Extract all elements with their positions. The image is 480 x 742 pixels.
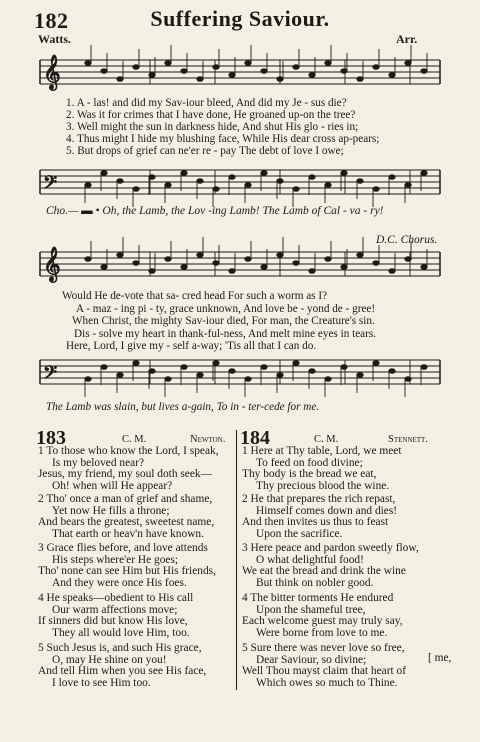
stanza-line: Tho' none can see Him but His friends, — [38, 565, 216, 577]
note-head — [117, 77, 123, 82]
stanza-line: I love to see Him too. — [52, 676, 151, 689]
staff-system-1 — [40, 60, 440, 84]
treble-clef-icon: 𝄞 — [43, 55, 61, 90]
stanza-line: His steps where'er He goes; — [52, 553, 179, 566]
note-head — [389, 369, 395, 374]
note-head — [101, 69, 107, 74]
author-right: Arr. — [396, 32, 418, 46]
note-head — [373, 65, 379, 70]
verse-line: Dis - solve my heart in thank-ful-ness, And melt mine eyes in tears. — [74, 327, 376, 340]
stanza-line: Which owes so much to Thine. — [256, 676, 398, 689]
note-head — [213, 361, 219, 366]
stanza-line: Our warm affections move; — [52, 603, 178, 616]
treble-clef-icon: 𝄞 — [43, 247, 61, 282]
note-head — [181, 365, 187, 370]
note-head — [421, 69, 427, 74]
hymn-title: Suffering Saviour. — [150, 6, 330, 31]
note-head — [101, 265, 107, 270]
hymn-number: 182 — [34, 8, 69, 33]
hymn-184-author: Stennett. — [388, 434, 428, 445]
note-head — [421, 171, 427, 176]
note-head — [325, 61, 331, 66]
note-head — [341, 265, 347, 270]
verse-line: When Christ, the mighty Sav-iour died, For man, the Creature's sin. — [72, 315, 375, 327]
note-head — [261, 69, 267, 74]
note-head — [213, 261, 219, 266]
bass-clef-icon: 𝄢 — [43, 173, 58, 198]
stanza-line: Upon the shameful tree, — [256, 603, 366, 616]
note-head — [389, 73, 395, 78]
note-head — [309, 73, 315, 78]
note-head — [293, 65, 299, 70]
stanza-line: O what delightful food! — [256, 553, 364, 566]
bass-clef-icon: 𝄢 — [43, 363, 58, 388]
note-head — [165, 61, 171, 66]
stanza-line: They all would love Him, too. — [52, 626, 190, 639]
note-head — [325, 377, 331, 382]
note-head — [229, 73, 235, 78]
stanza-line: 4 He speaks—obedient to His call — [38, 592, 194, 604]
staff-system-2 — [40, 170, 440, 194]
note-head — [325, 183, 331, 188]
hymn-183-author: Newton. — [190, 434, 226, 445]
note-head — [101, 171, 107, 176]
note-head — [229, 175, 235, 180]
stanza-line: 5 Such Jesus is, and such His grace, — [38, 642, 202, 654]
stanza-line: And they were once His foes. — [52, 576, 187, 589]
note-head — [133, 361, 139, 366]
verse-line: 1. A - las! and did my Sav-iour bleed, And did my Je - sus die? — [66, 97, 347, 109]
note-head — [293, 261, 299, 266]
stanza-line: And bears the greatest, sweetest name, — [38, 516, 215, 528]
stanza-line: But think on nobler good. — [256, 576, 374, 589]
bottom-lyric: The Lamb was slain, but lives a-gain, To in - ter-cede for me. — [46, 401, 320, 413]
note-head — [213, 65, 219, 70]
stanza-line: To feed on food divine; — [256, 456, 363, 469]
note-head — [309, 269, 315, 274]
stanza-line: Were borne from love to me. — [256, 626, 388, 639]
verse-line: Would He de-vote that sa- cred head For such a worm as I? — [62, 290, 328, 302]
stanza-line: Well Thou mayst claim that heart of — [242, 665, 406, 677]
stanza-line: 3 Here peace and pardon sweetly flow, — [242, 542, 419, 554]
hymn-183-meter: C. M. — [122, 434, 147, 445]
stanza-line: 2 Tho' once a man of grief and shame, — [38, 493, 213, 505]
stanza-line: And tell Him when you see His face, — [38, 665, 207, 677]
verse-line: A - maz - ing pi - ty, grace unknown, And love be - yond de - gree! — [76, 302, 376, 315]
note-head — [197, 77, 203, 82]
note-head — [325, 257, 331, 262]
note-head — [293, 361, 299, 366]
note-head — [245, 61, 251, 66]
note-head — [421, 265, 427, 270]
note-head — [197, 179, 203, 184]
note-head — [197, 373, 203, 378]
note-head — [133, 65, 139, 70]
note-head — [85, 377, 91, 382]
note-head — [309, 369, 315, 374]
stanza-line: If sinners did but know His love, — [38, 615, 188, 627]
stanza-line: 1 Here at Thy table, Lord, we meet — [242, 445, 402, 457]
note-head — [341, 69, 347, 74]
note-head — [133, 261, 139, 266]
note-head — [261, 171, 267, 176]
hymn-184-meter: C. M. — [314, 434, 339, 445]
stanza-line: Thy precious blood the wine. — [256, 479, 390, 492]
note-head — [245, 377, 251, 382]
note-head — [309, 175, 315, 180]
note-head — [213, 187, 219, 192]
note-head — [357, 179, 363, 184]
stanza-line: O, may He shine on you! — [52, 653, 167, 666]
stanza-line: 2 He that prepares the rich repast, — [242, 493, 396, 505]
note-head — [181, 69, 187, 74]
note-head — [357, 77, 363, 82]
staff-system-3 — [40, 252, 440, 276]
note-head — [85, 257, 91, 262]
hymn-184-overflow: [ me, — [428, 652, 452, 664]
stanza-line: That earth or heav'n have known. — [52, 527, 204, 540]
note-head — [261, 365, 267, 370]
verse-line: 4. Thus might I hide my blushing face, While His dear cross ap-pears; — [66, 133, 380, 145]
verse-line: 3. Well might the sun in darkness hide, And shut His glo - ries in; — [66, 121, 359, 133]
note-head — [181, 265, 187, 270]
note-head — [293, 187, 299, 192]
stanza-line: Yet now He fills a throne; — [52, 504, 170, 517]
note-head — [261, 265, 267, 270]
stanza-line: Jesus, my friend, my soul doth seek— — [38, 468, 213, 480]
note-head — [165, 257, 171, 262]
note-head — [245, 183, 251, 188]
stanza-line: Oh! when will He appear? — [52, 479, 173, 492]
note-head — [165, 183, 171, 188]
verse-line: 5. But drops of grief can ne'er re - pay The debt of love I owe; — [66, 145, 344, 157]
note-head — [341, 365, 347, 370]
stanza-line: Each welcome guest may truly say, — [242, 615, 403, 627]
note-head — [85, 183, 91, 188]
staff-system-4 — [40, 360, 440, 384]
note-head — [197, 253, 203, 258]
note-head — [389, 175, 395, 180]
stanza-line: Dear Saviour, so divine; — [256, 653, 367, 666]
stanza-line: Thy body is the bread we eat, — [242, 468, 377, 480]
verse-line: 2. Was it for crimes that I have done, He groaned up-on the tree? — [66, 109, 356, 121]
note-head — [341, 171, 347, 176]
note-head — [165, 377, 171, 382]
stanza-line: 1 To those who know the Lord, I speak, — [38, 445, 219, 457]
hymn-184-number: 184 — [240, 427, 270, 449]
note-head — [133, 187, 139, 192]
note-head — [117, 253, 123, 258]
dc-chorus-label: D.C. Chorus. — [376, 234, 438, 246]
column-divider — [236, 430, 237, 690]
note-head — [117, 373, 123, 378]
stanza-line: Is my beloved near? — [52, 456, 145, 469]
note-head — [357, 373, 363, 378]
stanza-line: Upon the sacrifice. — [256, 527, 343, 540]
note-head — [117, 179, 123, 184]
note-head — [181, 171, 187, 176]
note-head — [229, 369, 235, 374]
note-head — [389, 269, 395, 274]
note-head — [245, 257, 251, 262]
stanza-line: 5 Sure there was never love so free, — [242, 642, 405, 654]
stanza-line: We eat the bread and drink the wine — [242, 565, 406, 577]
stanza-line: Himself comes down and dies! — [256, 504, 398, 517]
note-head — [101, 365, 107, 370]
stanza-line: 4 The bitter torments He endured — [242, 592, 394, 604]
stanza-line: 3 Grace flies before, and love attends — [38, 542, 208, 554]
author-left: Watts. — [38, 32, 71, 46]
note-head — [85, 61, 91, 66]
note-head — [229, 269, 235, 274]
note-head — [421, 365, 427, 370]
verse-line: Here, Lord, I give my - self a-way; 'Tis all that I can do. — [66, 340, 317, 352]
note-head — [373, 187, 379, 192]
note-head — [373, 361, 379, 366]
note-head — [357, 253, 363, 258]
hymn-183-number: 183 — [36, 427, 66, 449]
note-head — [373, 261, 379, 266]
chorus-line: Cho.— ▬ • Oh, the Lamb, the Lov -ing Lamb! The Lamb of Cal - va - ry! — [46, 205, 384, 217]
stanza-line: And then invites us thus to feast — [242, 516, 389, 528]
